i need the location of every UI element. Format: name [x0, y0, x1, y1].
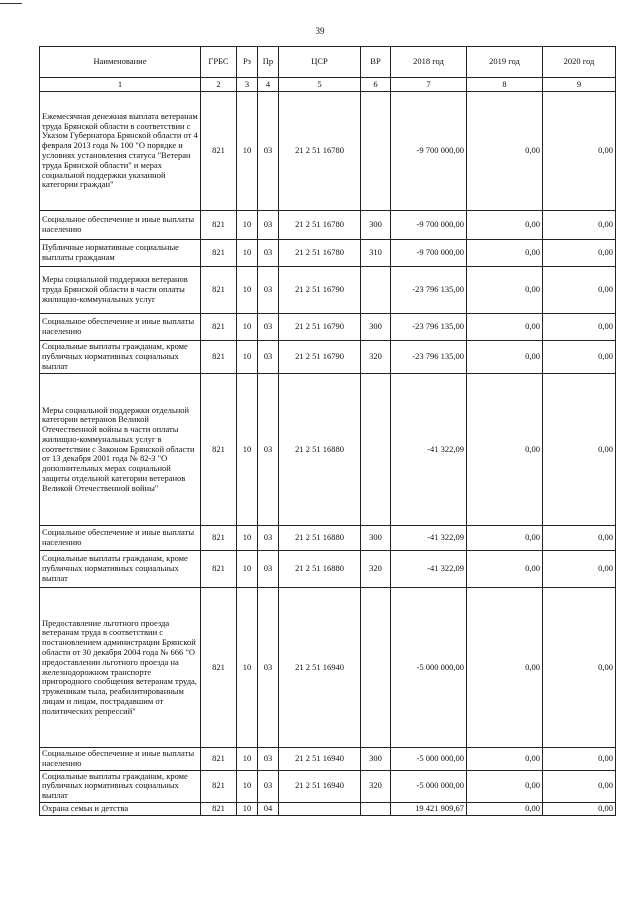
rz-cell: 10: [237, 211, 258, 240]
amount-2018: -23 796 135,00: [391, 314, 467, 341]
table-row: [40, 588, 616, 748]
amount-2019: 0,00: [467, 211, 543, 240]
amount-2020: 0,00: [543, 374, 616, 526]
amount-2018: -41 322,09: [391, 374, 467, 526]
amount-2020: 0,00: [543, 526, 616, 551]
column-number: 5: [279, 78, 361, 92]
rz-cell: 10: [237, 314, 258, 341]
csr-cell: [279, 802, 361, 815]
csr-cell: 21 2 51 16780: [279, 240, 361, 267]
header-vr: ВР: [361, 47, 391, 78]
column-number: 3: [237, 78, 258, 92]
table-row: [40, 802, 616, 815]
rz-cell: 10: [237, 802, 258, 815]
pr-cell: 03: [258, 374, 279, 526]
grbs-cell: 821: [201, 802, 237, 815]
amount-2018: -41 322,09: [391, 526, 467, 551]
amount-2019: 0,00: [467, 341, 543, 374]
table-row: [40, 551, 616, 588]
vr-cell: 300: [361, 211, 391, 240]
pr-cell: 03: [258, 314, 279, 341]
amount-2018: -5 000 000,00: [391, 770, 467, 802]
table-row: [40, 374, 616, 526]
amount-2019: 0,00: [467, 314, 543, 341]
column-numbers-row: [40, 78, 616, 92]
vr-cell: [361, 267, 391, 314]
amount-2020: 0,00: [543, 588, 616, 748]
csr-cell: 21 2 51 16880: [279, 526, 361, 551]
row-name: Меры социальной поддержки отдельной категории ветеранов Великой Отечественной войны в части оплаты жилищно-коммунальных услуг в соответствии с Законом Брянской области от 13 декабря 2001 года № 82-З "О дополнительных мерах социальной защиты отдельной категории ветеранов Великой Отечественной войны": [40, 374, 201, 526]
grbs-cell: 821: [201, 526, 237, 551]
table-row: [40, 240, 616, 267]
csr-cell: 21 2 51 16790: [279, 341, 361, 374]
header-2019: 2019 год: [467, 47, 543, 78]
rz-cell: 10: [237, 551, 258, 588]
vr-cell: 320: [361, 341, 391, 374]
table-row: [40, 770, 616, 802]
page-number: 39: [315, 26, 325, 36]
amount-2018: -41 322,09: [391, 551, 467, 588]
grbs-cell: 821: [201, 748, 237, 771]
pr-cell: 03: [258, 770, 279, 802]
vr-cell: 300: [361, 526, 391, 551]
pr-cell: 03: [258, 240, 279, 267]
amount-2020: 0,00: [543, 314, 616, 341]
csr-cell: 21 2 51 16940: [279, 770, 361, 802]
table-row: [40, 748, 616, 771]
column-number: 6: [361, 78, 391, 92]
grbs-cell: 821: [201, 267, 237, 314]
csr-cell: 21 2 51 16790: [279, 314, 361, 341]
column-number: 8: [467, 78, 543, 92]
grbs-cell: 821: [201, 374, 237, 526]
pr-cell: 03: [258, 551, 279, 588]
amount-2018: -23 796 135,00: [391, 267, 467, 314]
budget-table: [39, 46, 616, 816]
grbs-cell: 821: [201, 551, 237, 588]
scan-edge-mark: [0, 3, 22, 5]
csr-cell: 21 2 51 16880: [279, 374, 361, 526]
amount-2020: 0,00: [543, 551, 616, 588]
amount-2019: 0,00: [467, 240, 543, 267]
amount-2018: -23 796 135,00: [391, 341, 467, 374]
table-row: [40, 314, 616, 341]
table-row: [40, 267, 616, 314]
amount-2019: 0,00: [467, 267, 543, 314]
rz-cell: 10: [237, 374, 258, 526]
rz-cell: 10: [237, 588, 258, 748]
header-row: [40, 47, 616, 78]
pr-cell: 04: [258, 802, 279, 815]
csr-cell: 21 2 51 16790: [279, 267, 361, 314]
grbs-cell: 821: [201, 211, 237, 240]
vr-cell: 310: [361, 240, 391, 267]
amount-2018: -5 000 000,00: [391, 588, 467, 748]
row-name: Предоставление льготного проезда ветеранам труда в соответствии с постановлением администрации Брянской области от 30 декабря 2004 года № 666 "О предоставлении льготного проезда на железнодорожном транспорте пригородного сообщения ветеранам труда, труженикам тыла, реабилитированным лицам и лицам, пострадавшим от политических репрессий": [40, 588, 201, 748]
vr-cell: 300: [361, 748, 391, 771]
rz-cell: 10: [237, 341, 258, 374]
column-number: 1: [40, 78, 201, 92]
csr-cell: 21 2 51 16780: [279, 92, 361, 211]
pr-cell: 03: [258, 92, 279, 211]
row-name: Публичные нормативные социальные выплаты гражданам: [40, 240, 201, 267]
vr-cell: 320: [361, 770, 391, 802]
csr-cell: 21 2 51 16780: [279, 211, 361, 240]
grbs-cell: 821: [201, 341, 237, 374]
amount-2018: 19 421 909,67: [391, 802, 467, 815]
row-name: Социальное обеспечение и иные выплаты населению: [40, 314, 201, 341]
amount-2019: 0,00: [467, 588, 543, 748]
table-row: [40, 92, 616, 211]
column-number: 7: [391, 78, 467, 92]
header-pr: Пр: [258, 47, 279, 78]
amount-2018: -9 700 000,00: [391, 92, 467, 211]
table-row: [40, 341, 616, 374]
rz-cell: 10: [237, 240, 258, 267]
grbs-cell: 821: [201, 240, 237, 267]
header-rz: Рз: [237, 47, 258, 78]
csr-cell: 21 2 51 16880: [279, 551, 361, 588]
amount-2019: 0,00: [467, 374, 543, 526]
row-name: Социальные выплаты гражданам, кроме публичных нормативных социальных выплат: [40, 341, 201, 374]
amount-2018: -5 000 000,00: [391, 748, 467, 771]
row-name: Социальное обеспечение и иные выплаты населению: [40, 526, 201, 551]
header-grbs: ГРБС: [201, 47, 237, 78]
amount-2020: 0,00: [543, 341, 616, 374]
grbs-cell: 821: [201, 314, 237, 341]
amount-2019: 0,00: [467, 770, 543, 802]
pr-cell: 03: [258, 588, 279, 748]
amount-2020: 0,00: [543, 748, 616, 771]
column-number: 9: [543, 78, 616, 92]
grbs-cell: 821: [201, 588, 237, 748]
row-name: Ежемесячная денежная выплата ветеранам труда Брянской области в соответствии с Указом Губернатора Брянской области от 4 февраля 2013 года № 100 "О порядке и условиях установления статуса "Ветеран труда Брянской области" и мерах социальной поддержки указанной категории граждан": [40, 92, 201, 211]
table-row: [40, 526, 616, 551]
column-number: 4: [258, 78, 279, 92]
amount-2020: 0,00: [543, 240, 616, 267]
vr-cell: [361, 588, 391, 748]
csr-cell: 21 2 51 16940: [279, 588, 361, 748]
grbs-cell: 821: [201, 92, 237, 211]
header-2018: 2018 год: [391, 47, 467, 78]
pr-cell: 03: [258, 526, 279, 551]
rz-cell: 10: [237, 770, 258, 802]
column-number: 2: [201, 78, 237, 92]
table-row: [40, 211, 616, 240]
amount-2019: 0,00: [467, 526, 543, 551]
amount-2019: 0,00: [467, 551, 543, 588]
amount-2020: 0,00: [543, 267, 616, 314]
amount-2020: 0,00: [543, 92, 616, 211]
row-name: Социальные выплаты гражданам, кроме публичных нормативных социальных выплат: [40, 551, 201, 588]
csr-cell: 21 2 51 16940: [279, 748, 361, 771]
vr-cell: [361, 374, 391, 526]
rz-cell: 10: [237, 267, 258, 314]
amount-2019: 0,00: [467, 92, 543, 211]
vr-cell: 320: [361, 551, 391, 588]
pr-cell: 03: [258, 341, 279, 374]
rz-cell: 10: [237, 526, 258, 551]
amount-2018: -9 700 000,00: [391, 211, 467, 240]
rz-cell: 10: [237, 748, 258, 771]
row-name: Социальное обеспечение и иные выплаты населению: [40, 211, 201, 240]
grbs-cell: 821: [201, 770, 237, 802]
amount-2019: 0,00: [467, 802, 543, 815]
pr-cell: 03: [258, 211, 279, 240]
row-name: Социальное обеспечение и иные выплаты населению: [40, 748, 201, 771]
vr-cell: [361, 802, 391, 815]
pr-cell: 03: [258, 267, 279, 314]
header-name: Наименование: [40, 47, 201, 78]
pr-cell: 03: [258, 748, 279, 771]
row-name: Меры социальной поддержки ветеранов труда Брянской области в части оплаты жилищно-коммунальных услуг: [40, 267, 201, 314]
amount-2020: 0,00: [543, 770, 616, 802]
vr-cell: 300: [361, 314, 391, 341]
amount-2020: 0,00: [543, 211, 616, 240]
vr-cell: [361, 92, 391, 211]
header-2020: 2020 год: [543, 47, 616, 78]
amount-2019: 0,00: [467, 748, 543, 771]
rz-cell: 10: [237, 92, 258, 211]
row-name: Охрана семьи и детства: [40, 802, 201, 815]
header-csr: ЦСР: [279, 47, 361, 78]
amount-2018: -9 700 000,00: [391, 240, 467, 267]
amount-2020: 0,00: [543, 802, 616, 815]
row-name: Социальные выплаты гражданам, кроме публичных нормативных социальных выплат: [40, 770, 201, 802]
